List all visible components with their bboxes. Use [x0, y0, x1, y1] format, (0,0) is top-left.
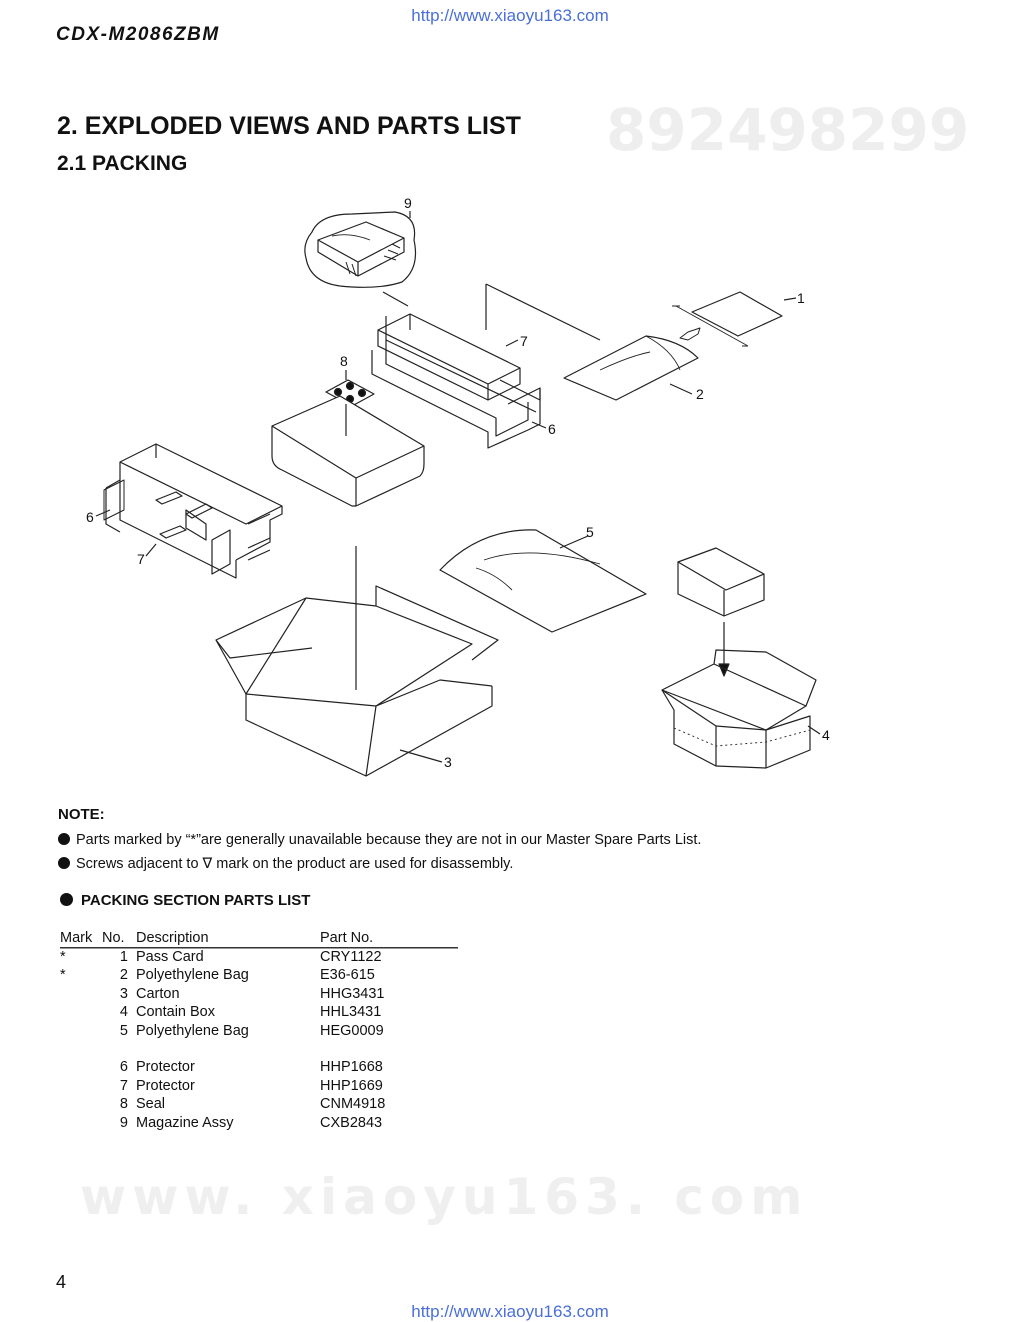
callout-6-left: 6	[86, 509, 94, 525]
part-magazine-assy	[305, 212, 416, 287]
callout-2: 2	[696, 386, 704, 402]
table-row: 3 Carton HHG3431	[119, 985, 385, 1002]
section-heading: 2. EXPLODED VIEWS AND PARTS LIST	[57, 112, 521, 140]
table-header-rule	[60, 947, 460, 949]
table-spacer	[60, 1040, 458, 1058]
parts-list-title: PACKING SECTION PARTS LIST	[60, 892, 310, 909]
part-pass-card	[672, 292, 796, 346]
parts-table	[60, 929, 458, 1132]
table-row: 8 Seal CNM4918	[119, 1096, 386, 1113]
col-header-part-no: Part No.	[320, 929, 458, 948]
bottom-url[interactable]: http://www.xiaoyu163.com	[411, 1302, 609, 1321]
subsection-heading: 2.1 PACKING	[57, 152, 188, 175]
callout-1: 1	[797, 290, 805, 306]
bullet-icon	[58, 833, 70, 845]
bullet-icon	[58, 857, 70, 869]
part-contain-box-top	[678, 548, 764, 616]
part-polyethylene-bag-large	[440, 530, 646, 632]
table-row: 4 Contain Box HHL3431	[119, 1004, 382, 1021]
page-number: 4	[56, 1272, 67, 1292]
note-line-2: Screws adjacent to ∇ mark on the product are used for disassembly.	[58, 856, 513, 872]
part-polyethylene-bag-small	[564, 336, 698, 400]
part-carton	[216, 546, 498, 776]
table-row: * 2 Polyethylene Bag E36-615	[60, 967, 375, 984]
callout-6-upper: 6	[548, 421, 556, 437]
callout-5: 5	[586, 524, 594, 540]
table-row: 5 Polyethylene Bag HEG0009	[119, 1022, 384, 1039]
part-magazine-body	[272, 396, 424, 506]
col-header-no: No.	[102, 929, 136, 948]
callout-7-upper: 7	[520, 333, 528, 349]
note-title: NOTE:	[58, 806, 105, 823]
callout-9: 9	[404, 195, 412, 211]
bullet-icon	[60, 893, 73, 906]
callout-4: 4	[822, 727, 830, 743]
watermark-number: 892498299	[606, 96, 970, 164]
col-header-description: Description	[136, 929, 320, 948]
table-row: 7 Protector HHP1669	[119, 1077, 383, 1094]
table-row: 6 Protector HHP1668	[119, 1059, 383, 1076]
col-header-mark: Mark	[60, 929, 102, 948]
packing-exploded-diagram	[0, 190, 1020, 790]
table-row: * 1 Pass Card CRY1122	[60, 949, 382, 965]
watermark-site: www. xiaoyu163. com	[80, 1168, 809, 1226]
callout-3: 3	[444, 754, 452, 770]
callout-8: 8	[340, 353, 348, 369]
part-contain-box	[662, 650, 820, 768]
top-url[interactable]: http://www.xiaoyu163.com	[411, 6, 609, 25]
part-protector-left	[96, 444, 282, 578]
table-row: 9 Magazine Assy CXB2843	[119, 1114, 383, 1131]
model-name: CDX-M2086ZBM	[56, 24, 220, 45]
note-line-1: Parts marked by “*”are generally unavailable because they are not in our Master Spare Parts List.	[58, 832, 701, 848]
callout-7-left: 7	[137, 551, 145, 567]
